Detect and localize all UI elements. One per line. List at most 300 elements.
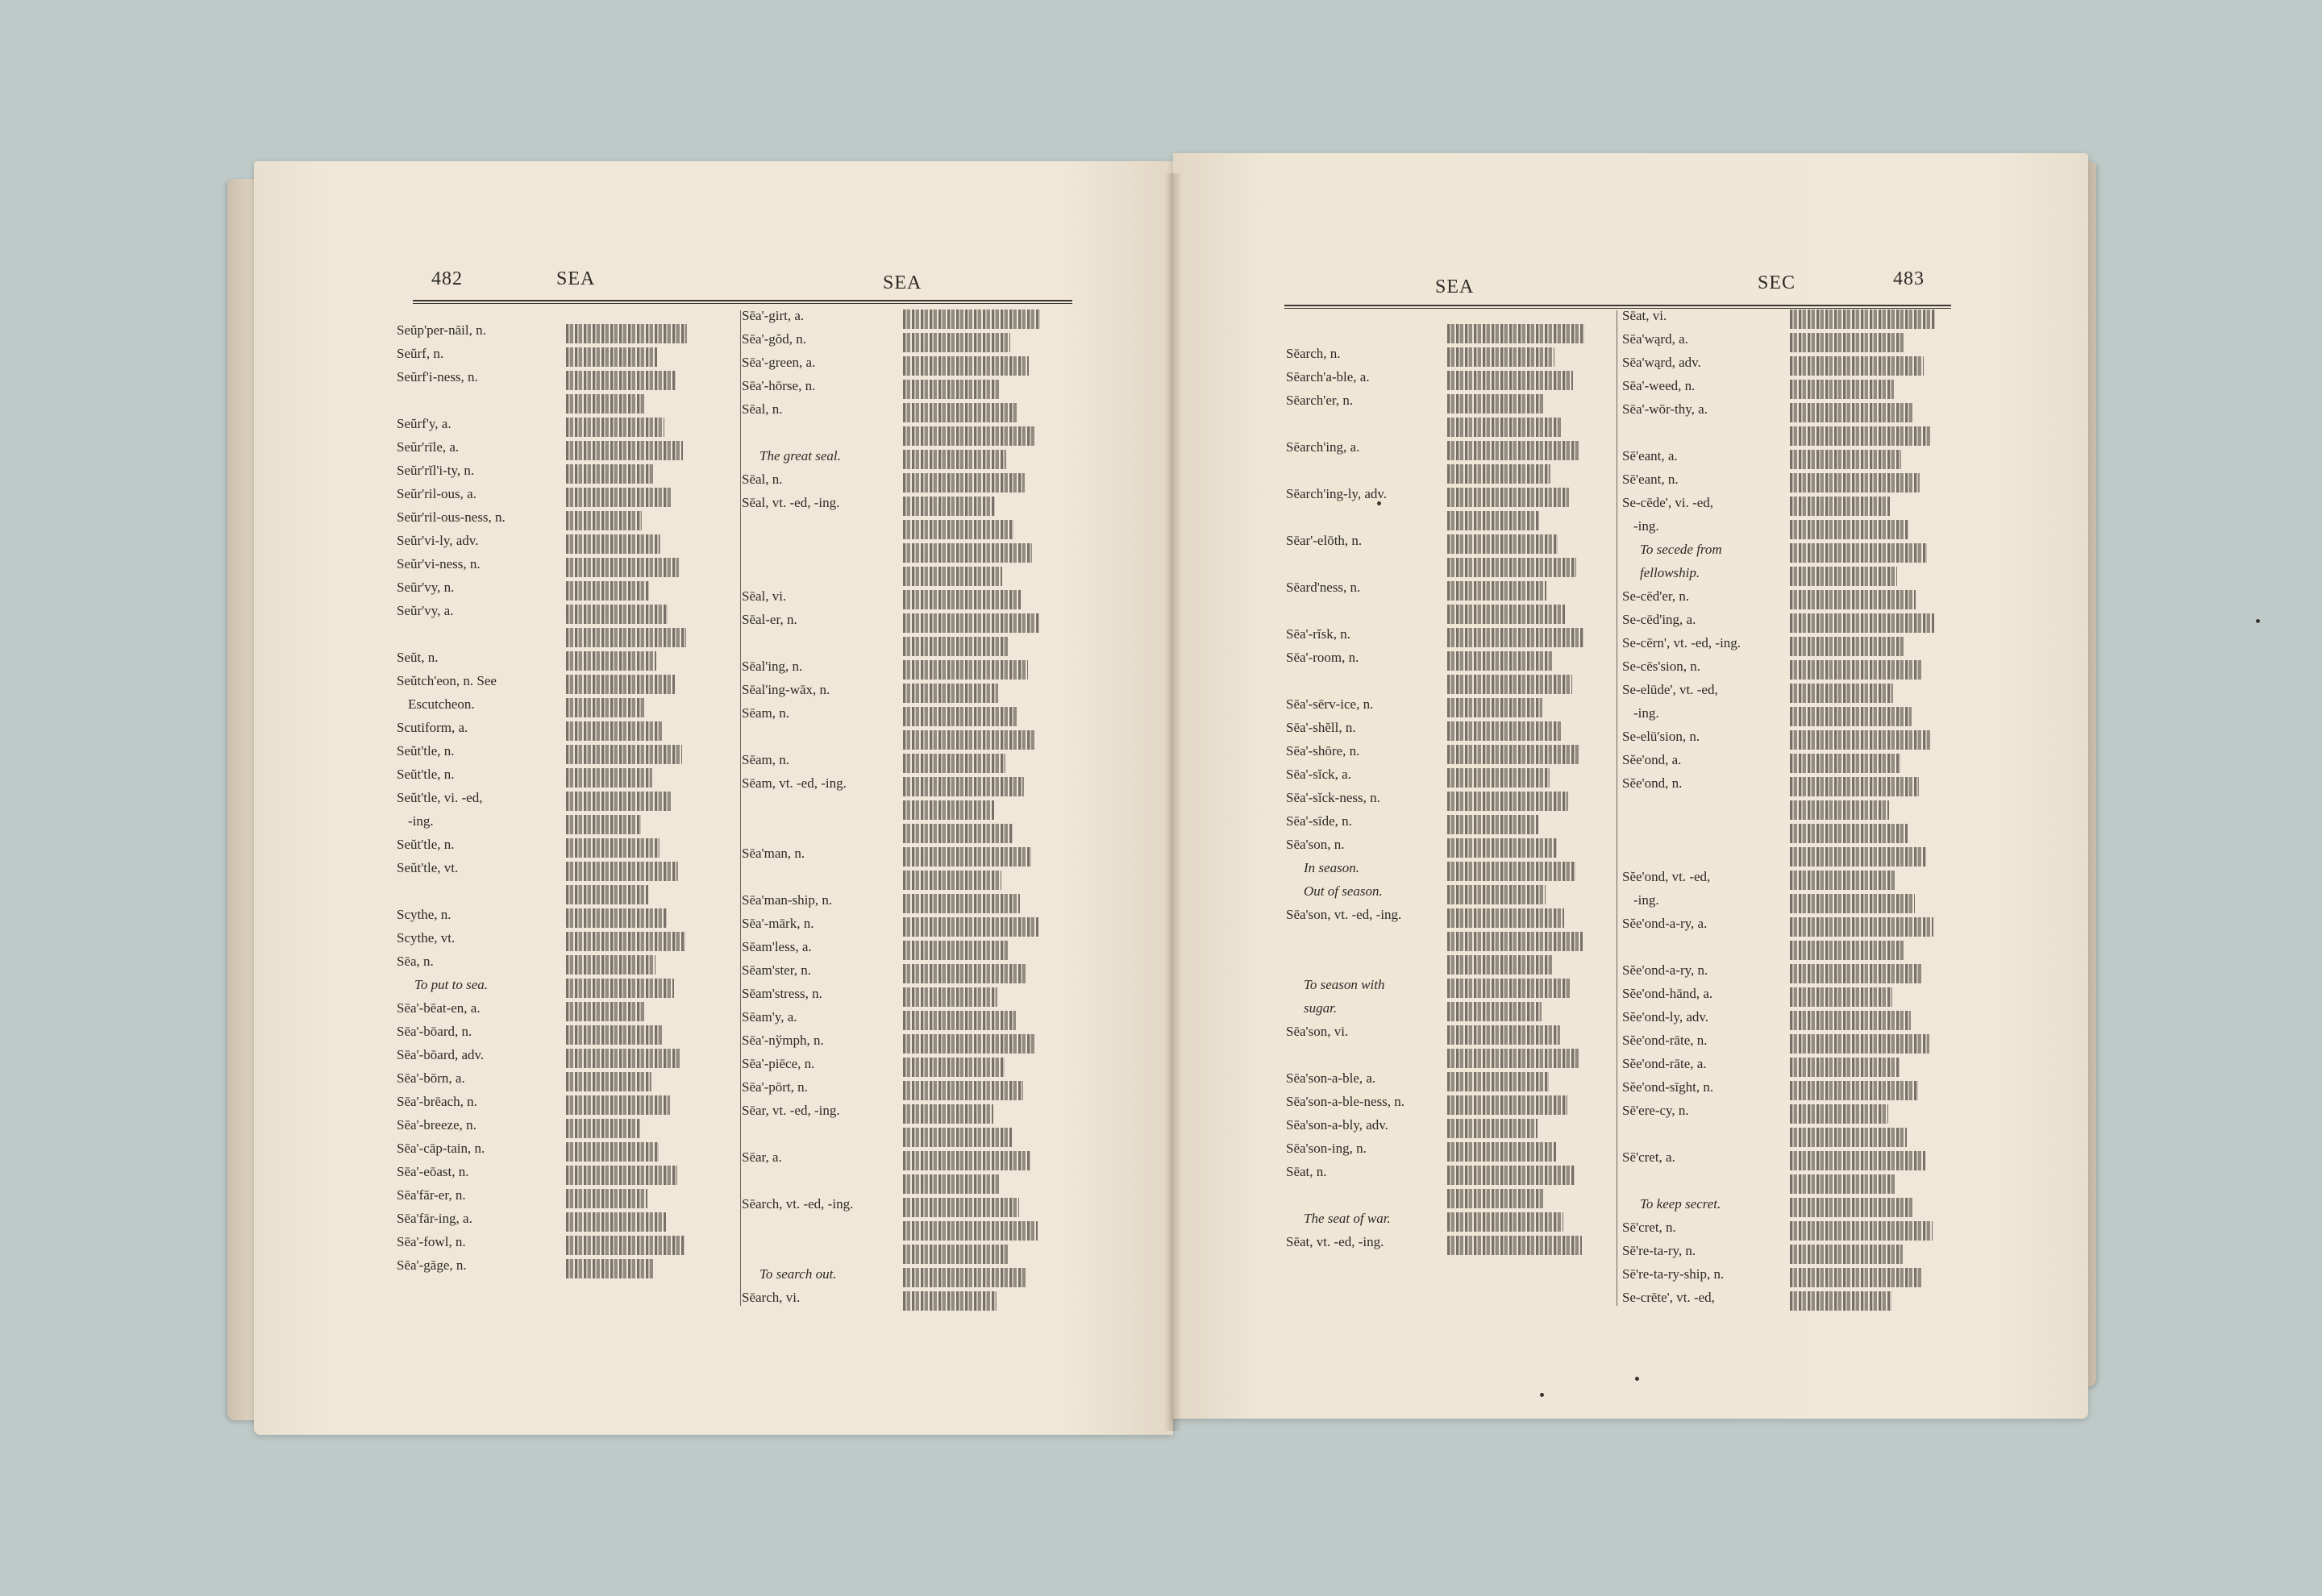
dictionary-entry	[1286, 1164, 1327, 1187]
dictionary-entry	[1286, 1000, 1337, 1023]
dictionary-entry	[742, 962, 811, 985]
entry-headword: Sēa'wąrd, a.	[1622, 331, 1688, 347]
japanese-gloss	[1447, 932, 1583, 951]
japanese-gloss	[1447, 885, 1546, 904]
dictionary-entry	[1286, 486, 1387, 509]
japanese-gloss	[1790, 800, 1889, 820]
entry-headword: Sēa'-sērv-ice, n.	[1286, 696, 1374, 712]
dictionary-entry	[397, 533, 478, 555]
entry-headword: Se-cēs'sion, n.	[1622, 659, 1701, 674]
entry-headword: Sēarch'ing-ly, adv.	[1286, 486, 1388, 501]
dictionary-entry	[1286, 1117, 1388, 1140]
japanese-gloss	[903, 1221, 1038, 1241]
japanese-gloss	[1790, 590, 1916, 609]
entry-headword: Seŭr'vi-ly, adv.	[397, 533, 479, 548]
japanese-gloss	[1790, 1151, 1925, 1170]
entry-headword: To keep secret.	[1640, 1196, 1721, 1212]
japanese-gloss	[566, 745, 682, 764]
dictionary-entry	[742, 588, 786, 611]
japanese-gloss	[1790, 707, 1912, 726]
entry-headword: fellowship.	[1640, 565, 1700, 580]
entry-headword: Sēarch'er, n.	[1286, 393, 1354, 408]
dictionary-entry	[397, 1070, 465, 1093]
dictionary-entry	[1622, 495, 1713, 517]
japanese-gloss	[1790, 1034, 1929, 1054]
entry-headword: Sēa'-brēach, n.	[397, 1094, 477, 1109]
dictionary-entry	[1622, 612, 1696, 634]
japanese-gloss	[566, 441, 683, 460]
japanese-gloss	[566, 651, 656, 671]
japanese-gloss	[1790, 1104, 1888, 1124]
japanese-gloss	[1790, 824, 1908, 843]
dictionary-entry	[742, 378, 815, 401]
japanese-gloss	[1790, 917, 1933, 937]
entry-headword: Sēa'-gŏd, n.	[742, 331, 807, 347]
dictionary-entry	[742, 846, 805, 868]
japanese-gloss	[1790, 777, 1919, 796]
japanese-gloss	[1447, 347, 1554, 367]
japanese-gloss	[1790, 310, 1935, 329]
dictionary-entry	[1622, 448, 1678, 471]
dictionary-entry	[742, 986, 822, 1008]
entry-headword: Se-cēde', vi. -ed,	[1622, 495, 1714, 510]
japanese-gloss	[1447, 605, 1565, 624]
entry-headword: Sēal, n.	[742, 472, 783, 487]
japanese-gloss	[566, 908, 667, 928]
japanese-gloss	[903, 917, 1038, 937]
entry-headword: Seŭr'vi-ness, n.	[397, 556, 481, 571]
entry-headword: Sēarch, n.	[1286, 346, 1341, 361]
dictionary-entry	[1286, 720, 1356, 742]
japanese-gloss	[903, 754, 1005, 773]
entry-headword: Se-cēd'ing, a.	[1622, 612, 1696, 627]
dictionary-entry	[1622, 1220, 1676, 1242]
entry-headword: Sēa'-girt, a.	[742, 308, 805, 323]
japanese-gloss	[566, 1259, 655, 1278]
japanese-gloss	[903, 1128, 1012, 1147]
entry-headword: Sēa'-shōre, n.	[1286, 743, 1360, 759]
dictionary-entry	[1622, 775, 1682, 798]
japanese-gloss	[903, 356, 1029, 376]
entry-headword: Seŭr'rīle, a.	[397, 439, 460, 455]
japanese-gloss	[566, 488, 672, 507]
entry-headword: Sēard'ness, n.	[1286, 580, 1361, 595]
dictionary-entry	[397, 509, 506, 532]
entry-headword: Seŭrf'y, a.	[397, 416, 452, 431]
dictionary-entry	[397, 1117, 476, 1140]
japanese-gloss	[1447, 394, 1543, 414]
dictionary-entry	[1622, 682, 1718, 704]
entry-headword: -ing.	[408, 813, 434, 829]
dictionary-entry	[1286, 1094, 1404, 1116]
dictionary-entry	[1286, 369, 1370, 392]
japanese-gloss	[1447, 488, 1569, 507]
entry-headword: Seŭr'ril-ous, a.	[397, 486, 476, 501]
entry-headword: Sēa'-bōard, n.	[397, 1024, 472, 1039]
japanese-gloss	[903, 1268, 1026, 1287]
japanese-gloss	[1447, 792, 1568, 811]
japanese-gloss	[1790, 426, 1931, 446]
dictionary-entry	[397, 463, 474, 485]
entry-headword: Sēal'ing-wāx, n.	[742, 682, 830, 697]
entry-headword: -ing.	[1633, 705, 1659, 721]
entry-headword: Out of season.	[1304, 883, 1383, 899]
dictionary-entry	[1286, 1141, 1367, 1163]
dictionary-entry	[742, 1196, 853, 1219]
entry-headword: Sēarch'ing, a.	[1286, 439, 1360, 455]
entry-headword: Seŭr'vy, n.	[397, 580, 455, 595]
japanese-gloss	[903, 1081, 1023, 1100]
entry-headword: Sĕe'ond-rāte, n.	[1622, 1033, 1708, 1048]
entry-headword: Scutiform, a.	[397, 720, 468, 735]
dictionary-entry	[1622, 518, 1659, 541]
left-column-divider	[740, 310, 741, 1306]
entry-headword: Sē're-ta-ry, n.	[1622, 1243, 1696, 1258]
entry-headword: Sēa'-cāp-tain, n.	[397, 1141, 485, 1156]
entry-headword: Sē'cret, a.	[1622, 1149, 1675, 1165]
dictionary-entry	[397, 813, 434, 836]
entry-headword: Seŭp'per-nāil, n.	[397, 322, 486, 338]
ink-spot	[1540, 1393, 1544, 1397]
entry-headword: Sĕe'ond-ly, adv.	[1622, 1009, 1709, 1025]
dictionary-entry	[742, 1056, 814, 1079]
japanese-gloss	[1447, 908, 1564, 928]
japanese-gloss	[566, 1025, 663, 1045]
entry-headword: Sēa'-shĕll, n.	[1286, 720, 1356, 735]
dictionary-entry	[1622, 565, 1700, 588]
japanese-gloss	[1447, 1166, 1575, 1185]
entry-headword: Sēam'less, a.	[742, 939, 812, 954]
japanese-gloss	[566, 932, 685, 951]
dictionary-entry	[742, 1009, 797, 1032]
dictionary-entry	[1622, 378, 1695, 401]
entry-headword: Seŭrf'i-ness, n.	[397, 369, 478, 384]
entry-headword: Sēa'-bōrn, a.	[397, 1070, 465, 1086]
entry-headword: Se-cērn', vt. -ed, -ing.	[1622, 635, 1742, 650]
japanese-gloss	[903, 450, 1006, 469]
japanese-gloss	[566, 838, 660, 858]
japanese-gloss	[903, 613, 1039, 633]
japanese-gloss	[1447, 1189, 1545, 1208]
dictionary-entry	[1286, 626, 1350, 649]
entry-headword: Sēa'-sĭck, a.	[1286, 767, 1351, 782]
entry-headword: Sēa'fār-er, n.	[397, 1187, 466, 1203]
entry-headword: Sĕe'ond, a.	[1622, 752, 1682, 767]
japanese-gloss	[1790, 847, 1926, 867]
japanese-gloss	[903, 520, 1013, 539]
entry-headword: Sēal, vt. -ed, -ing.	[742, 495, 840, 510]
japanese-gloss	[566, 511, 642, 530]
dictionary-entry	[397, 556, 481, 579]
japanese-gloss	[1790, 894, 1915, 913]
entry-headword: Sēa'son-a-ble-ness, n.	[1286, 1094, 1405, 1109]
entry-headword: Sēat, vt. -ed, -ing.	[1286, 1234, 1384, 1249]
dictionary-entry	[1286, 1211, 1391, 1233]
dictionary-entry	[742, 355, 815, 377]
entry-headword: Sēa'-wōr-thy, a.	[1622, 401, 1708, 417]
left-running-head-right: SEA	[883, 272, 922, 293]
entry-headword: Sēa'-fowl, n.	[397, 1234, 466, 1249]
entry-headword: Sēa'son, n.	[1286, 837, 1345, 852]
dictionary-entry	[397, 322, 486, 345]
dictionary-entry	[742, 939, 812, 962]
dictionary-entry	[1622, 635, 1741, 658]
dictionary-entry	[397, 1164, 468, 1187]
dictionary-entry	[1622, 588, 1689, 611]
entry-headword: Sēa'man, n.	[742, 846, 805, 861]
dictionary-entry	[742, 916, 814, 938]
entry-headword: The great seal.	[759, 448, 841, 463]
entry-headword: sugar.	[1304, 1000, 1338, 1016]
left-page-number: 482	[431, 268, 463, 289]
japanese-gloss	[566, 1002, 644, 1021]
dictionary-entry	[742, 892, 832, 915]
japanese-gloss	[903, 637, 1009, 656]
entry-headword: Sēam'ster, n.	[742, 962, 811, 978]
dictionary-entry	[397, 486, 476, 509]
japanese-gloss	[1447, 1119, 1538, 1138]
japanese-gloss	[903, 497, 995, 516]
japanese-gloss	[566, 862, 678, 881]
japanese-gloss	[566, 698, 645, 717]
dictionary-entry	[1286, 907, 1401, 929]
dictionary-entry	[742, 308, 804, 330]
dictionary-entry	[1286, 1070, 1375, 1093]
japanese-gloss	[566, 885, 648, 904]
japanese-gloss	[1790, 754, 1900, 773]
japanese-gloss	[1790, 1198, 1914, 1217]
dictionary-entry	[1622, 892, 1659, 915]
dictionary-entry	[397, 650, 438, 672]
japanese-gloss	[1790, 660, 1923, 680]
entry-headword: -ing.	[1633, 892, 1659, 908]
entry-headword: Escutcheon.	[408, 696, 475, 712]
japanese-gloss	[1790, 1058, 1900, 1077]
japanese-gloss	[566, 394, 646, 414]
entry-headword: Seŭr'rĭl'i-ty, n.	[397, 463, 475, 478]
japanese-gloss	[566, 324, 687, 343]
dictionary-entry	[397, 954, 434, 976]
entry-headword: Seŭt'tle, vi. -ed,	[397, 790, 483, 805]
japanese-gloss	[1790, 1128, 1907, 1147]
entry-headword: Seŭtch'eon, n. See	[397, 673, 497, 688]
dictionary-entry	[742, 1149, 782, 1172]
japanese-gloss	[1790, 380, 1894, 399]
japanese-gloss	[903, 1034, 1034, 1054]
dictionary-entry	[1622, 705, 1659, 728]
japanese-gloss	[566, 534, 660, 554]
entry-headword: Sēa'-hōrse, n.	[742, 378, 816, 393]
entry-headword: Sēa'-mārk, n.	[742, 916, 814, 931]
dictionary-entry	[1622, 1149, 1675, 1172]
japanese-gloss	[566, 675, 675, 694]
entry-headword: Sĕe'ond-a-ry, n.	[1622, 962, 1708, 978]
japanese-gloss	[566, 1049, 681, 1068]
dictionary-entry	[1286, 393, 1353, 415]
entry-headword: Sēa'son-a-bly, adv.	[1286, 1117, 1388, 1133]
japanese-gloss	[1790, 450, 1901, 469]
dictionary-entry	[1622, 729, 1700, 751]
entry-headword: Sĕe'ond-rāte, a.	[1622, 1056, 1707, 1071]
right-running-head-right: SEC	[1758, 272, 1796, 293]
entry-headword: Sēa'-bēat-en, a.	[397, 1000, 481, 1016]
entry-headword: Sēa'-weed, n.	[1622, 378, 1696, 393]
dictionary-entry	[1622, 752, 1681, 775]
japanese-gloss	[903, 824, 1013, 843]
ink-spot	[1635, 1377, 1639, 1381]
dictionary-entry	[397, 1234, 466, 1257]
japanese-gloss	[903, 310, 1040, 329]
japanese-gloss	[566, 371, 676, 390]
dictionary-entry	[742, 1290, 800, 1312]
dictionary-entry	[397, 1211, 472, 1233]
entry-headword: Seŭt'tle, vt.	[397, 860, 459, 875]
japanese-gloss	[903, 847, 1031, 867]
dictionary-entry	[742, 401, 783, 424]
entry-headword: The seat of war.	[1304, 1211, 1391, 1226]
ink-spot	[2256, 619, 2260, 623]
dictionary-entry	[742, 495, 839, 517]
japanese-gloss	[903, 871, 1001, 890]
japanese-gloss	[1447, 371, 1573, 390]
entry-headword: Sēarch'a-ble, a.	[1286, 369, 1370, 384]
entry-headword: Sēarch, vt. -ed, -ing.	[742, 1196, 854, 1212]
japanese-gloss	[566, 464, 653, 484]
dictionary-entry	[397, 1187, 466, 1210]
dictionary-entry	[1286, 977, 1384, 1000]
japanese-gloss	[566, 605, 668, 624]
japanese-gloss	[1447, 1049, 1579, 1068]
japanese-gloss	[1790, 1268, 1921, 1287]
entry-headword: Sēa'son-ing, n.	[1286, 1141, 1367, 1156]
dictionary-entry	[1622, 1079, 1713, 1102]
japanese-gloss	[1790, 356, 1924, 376]
japanese-gloss	[903, 1151, 1030, 1170]
dictionary-entry	[742, 1103, 840, 1125]
entry-headword: Sēal-er, n.	[742, 612, 797, 627]
japanese-gloss	[566, 1095, 670, 1115]
entry-headword: Se-crēte', vt. -ed,	[1622, 1290, 1715, 1305]
dictionary-entry	[397, 790, 482, 813]
entry-headword: Se-elūde', vt. -ed,	[1622, 682, 1718, 697]
japanese-gloss	[566, 1142, 659, 1162]
japanese-gloss	[903, 426, 1036, 446]
entry-headword: Sēam, n.	[742, 752, 790, 767]
japanese-gloss	[903, 333, 1010, 352]
entry-headword: Sēa'-sīde, n.	[1286, 813, 1352, 829]
dictionary-entry	[397, 930, 455, 953]
japanese-gloss	[566, 628, 686, 647]
japanese-gloss	[903, 380, 999, 399]
japanese-gloss	[566, 1072, 651, 1091]
dictionary-entry	[1622, 1266, 1724, 1289]
japanese-gloss	[903, 800, 994, 820]
entry-headword: Sēa'-piēce, n.	[742, 1056, 815, 1071]
dictionary-entry	[397, 416, 452, 438]
dictionary-entry	[1622, 1056, 1707, 1079]
japanese-gloss	[1790, 333, 1905, 352]
dictionary-entry	[1286, 883, 1383, 906]
japanese-gloss	[1790, 1011, 1911, 1030]
japanese-gloss	[1447, 441, 1580, 460]
dictionary-entry	[397, 369, 478, 392]
dictionary-entry	[1622, 962, 1708, 985]
dictionary-entry	[397, 743, 455, 766]
japanese-gloss	[566, 721, 664, 741]
entry-headword: Sēa'wąrd, adv.	[1622, 355, 1701, 370]
dictionary-entry	[397, 439, 459, 462]
dictionary-entry	[1622, 1009, 1708, 1032]
japanese-gloss	[1790, 613, 1934, 633]
dictionary-entry	[742, 752, 789, 775]
dictionary-entry	[1286, 439, 1359, 462]
japanese-gloss	[903, 1058, 1005, 1077]
japanese-gloss	[1790, 473, 1920, 493]
entry-headword: Sēa'-bōard, adv.	[397, 1047, 485, 1062]
entry-headword: Sē'ere-cy, n.	[1622, 1103, 1689, 1118]
japanese-gloss	[903, 707, 1017, 726]
ink-spot	[1377, 501, 1381, 505]
entry-headword: Sēam, n.	[742, 705, 790, 721]
dictionary-entry	[1622, 916, 1707, 938]
japanese-gloss	[1447, 418, 1562, 437]
japanese-gloss	[903, 964, 1027, 983]
entry-headword: Scythe, vt.	[397, 930, 456, 946]
entry-headword: Sĕe'ond, vt. -ed,	[1622, 869, 1711, 884]
entry-headword: Sēa'-rĭsk, n.	[1286, 626, 1351, 642]
japanese-gloss	[903, 777, 1024, 796]
entry-headword: Sēar'-elōth, n.	[1286, 533, 1363, 548]
japanese-gloss	[903, 403, 1017, 422]
entry-headword: Se-elū'sion, n.	[1622, 729, 1700, 744]
entry-headword: Sēa'fār-ing, a.	[397, 1211, 472, 1226]
japanese-gloss	[566, 1236, 685, 1255]
entry-headword: Sēal, n.	[742, 401, 783, 417]
entry-headword: Sēa'-gāge, n.	[397, 1257, 467, 1273]
entry-headword: Sēam'y, a.	[742, 1009, 797, 1025]
japanese-gloss	[566, 347, 657, 367]
left-page	[254, 161, 1173, 1435]
entry-headword: Sēa'son, vt. -ed, -ing.	[1286, 907, 1402, 922]
entry-headword: Sēat, vi.	[1622, 308, 1667, 323]
japanese-gloss	[1447, 838, 1557, 858]
japanese-gloss	[566, 768, 652, 788]
japanese-gloss	[903, 567, 1002, 586]
entry-headword: To season with	[1304, 977, 1385, 992]
dictionary-entry	[1622, 472, 1679, 494]
entry-headword: -ing.	[1633, 518, 1659, 534]
dictionary-entry	[1286, 346, 1341, 368]
japanese-gloss	[1447, 581, 1546, 601]
japanese-gloss	[903, 1291, 997, 1311]
dictionary-entry	[397, 580, 454, 602]
dictionary-entry	[1622, 659, 1700, 681]
dictionary-entry	[1622, 1290, 1715, 1312]
dictionary-entry	[1286, 813, 1352, 836]
japanese-gloss	[1447, 1212, 1563, 1232]
dictionary-entry	[1286, 837, 1344, 859]
dictionary-entry	[397, 1000, 481, 1023]
japanese-gloss	[1790, 1291, 1891, 1311]
japanese-gloss	[903, 730, 1035, 750]
japanese-gloss	[1790, 1081, 1918, 1100]
japanese-gloss	[1447, 628, 1583, 647]
japanese-gloss	[1790, 497, 1890, 516]
entry-headword: Sēa'son, vi.	[1286, 1024, 1349, 1039]
entry-headword: Sĕe'ond-sīght, n.	[1622, 1079, 1714, 1095]
entry-headword: Scythe, n.	[397, 907, 452, 922]
book-gutter	[1164, 173, 1182, 1431]
